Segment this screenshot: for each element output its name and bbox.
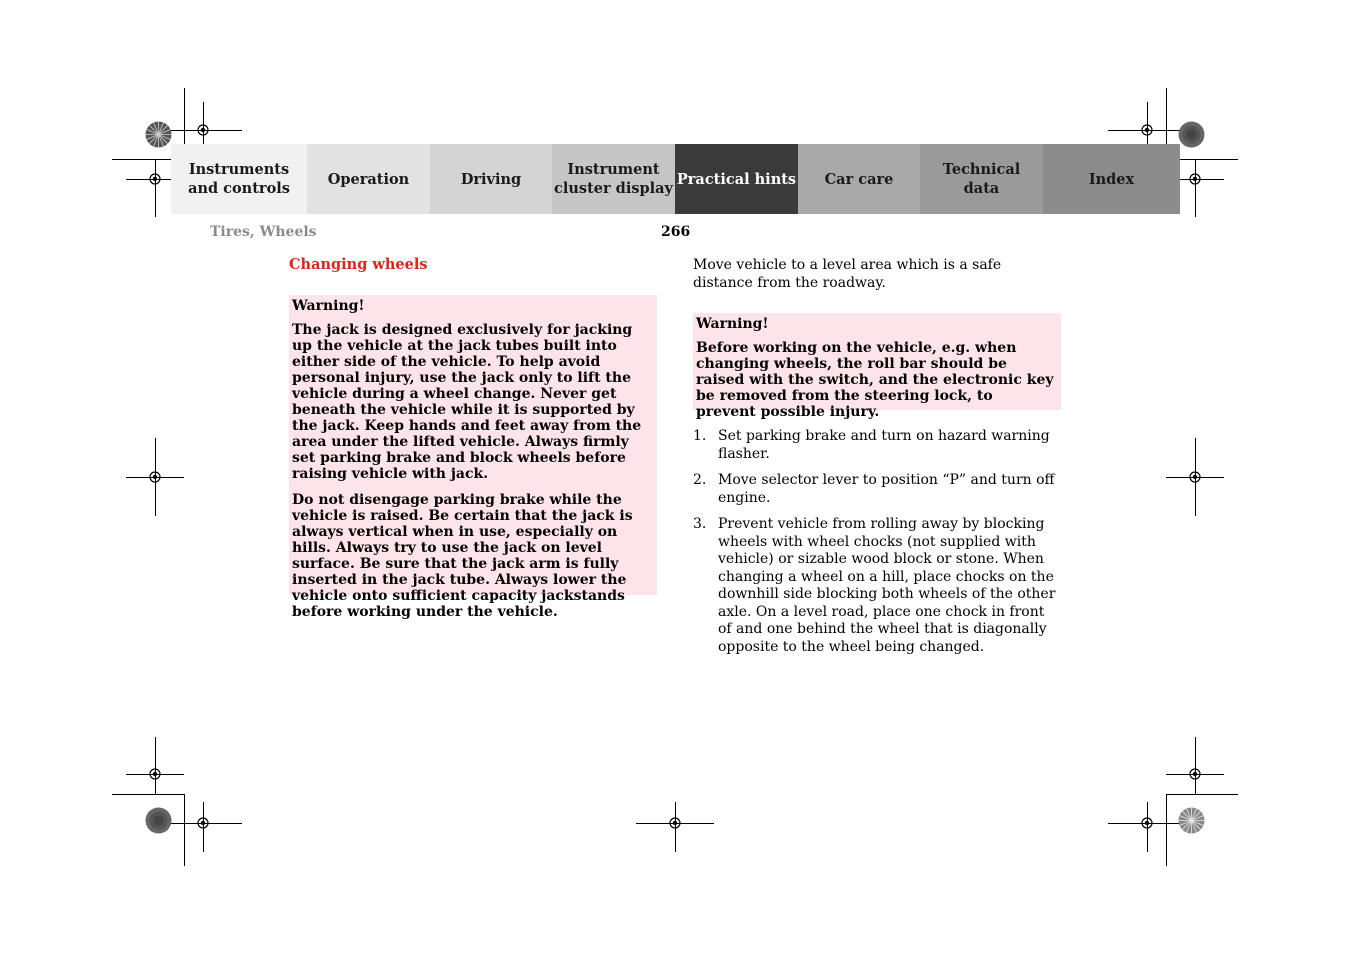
warning-paragraph: Before working on the vehicle, e.g. when changing wheels, the roll bar should be raised with the switch, and the electronic key be removed from the steering lock, to prevent possible injury.: [696, 340, 1054, 420]
tab-label: Practical hints: [676, 170, 797, 188]
crosshair-icon: [147, 469, 163, 485]
shaded-disc-icon: [145, 807, 172, 834]
shaded-disc-icon: [1178, 121, 1205, 148]
tab-label: Driving: [460, 170, 522, 188]
crosshair-icon: [1187, 171, 1203, 187]
warning-box: [693, 313, 1061, 420]
crosshair-icon: [147, 171, 163, 187]
warning-title: Warning!: [696, 316, 769, 332]
tab-label: Car care: [824, 170, 894, 188]
crosshair-icon: [195, 122, 211, 138]
crosshair-icon: [1139, 122, 1155, 138]
step-text: Move selector lever to position “P” and turn off engine.: [718, 472, 1055, 506]
tab-label: Instrument cluster display: [554, 161, 673, 197]
crosshair-icon: [1187, 766, 1203, 782]
intro-paragraph: Move vehicle to a level area which is a safe distance from the roadway.: [693, 257, 1002, 291]
step-text: Prevent vehicle from rolling away by blocking wheels with wheel chocks (not supplied with vehicle) or sizable wood block or stone. When changing a wheel on a hill, place chocks on the downhill side blocking both wheels of the other axle. On a level road, place one chock in front of and one behind the wheel that is diagonally opposite to the wheel being changed.: [718, 516, 1056, 655]
list-item: [693, 428, 1061, 463]
crosshair-icon: [195, 815, 211, 831]
section-title: Tires, Wheels: [210, 224, 317, 240]
step-number: 1.: [693, 428, 707, 444]
tab-label: Technical data: [942, 161, 1021, 197]
tab-instrument-cluster-display[interactable]: [552, 144, 675, 214]
tab-car-care[interactable]: [798, 144, 920, 214]
warning-paragraph: Do not disengage parking brake while the vehicle is raised. Be certain that the jack is always vertical when in use, especially on hills. Always try to use the jack on level surface. Be sure that the jack arm is fully inserted in the jack tube. Always lower the vehicle onto sufficient capacity jackstands before working under the vehicle.: [292, 492, 633, 620]
tab-operation[interactable]: [307, 144, 430, 214]
crosshair-icon: [1139, 815, 1155, 831]
page-number: 266: [661, 224, 691, 240]
tab-technical-data[interactable]: [920, 144, 1043, 214]
warning-box: [289, 295, 657, 620]
list-item: [693, 516, 1061, 656]
step-number: 2.: [693, 472, 707, 488]
steps-list: [693, 428, 1061, 665]
starburst-disc-icon: [145, 121, 172, 148]
tab-label: Index: [1088, 170, 1135, 188]
warning-title: Warning!: [292, 298, 365, 314]
tab-index[interactable]: [1043, 144, 1180, 214]
tab-label: Instruments and controls: [188, 161, 290, 197]
crosshair-icon: [1187, 469, 1203, 485]
chapter-nav: [171, 144, 1180, 214]
step-number: 3.: [693, 516, 707, 532]
page-heading: Changing wheels: [289, 256, 428, 273]
tab-practical-hints[interactable]: [675, 144, 798, 214]
tab-label: Operation: [327, 170, 410, 188]
starburst-disc-icon: [1178, 807, 1205, 834]
tab-instruments-and-controls[interactable]: [171, 144, 307, 214]
tab-driving[interactable]: [430, 144, 552, 214]
step-text: Set parking brake and turn on hazard warning flasher.: [718, 428, 1050, 462]
crosshair-icon: [147, 766, 163, 782]
crosshair-icon: [667, 815, 683, 831]
warning-paragraph: The jack is designed exclusively for jacking up the vehicle at the jack tubes built into either side of the vehicle. To help avoid personal injury, use the jack only to lift the vehicle during a wheel change. Never get beneath the vehicle while it is supported by the jack. Keep hands and feet away from the area under the lifted vehicle. Always firmly set parking brake and block wheels before raising vehicle with jack.: [292, 322, 642, 482]
list-item: [693, 472, 1061, 507]
